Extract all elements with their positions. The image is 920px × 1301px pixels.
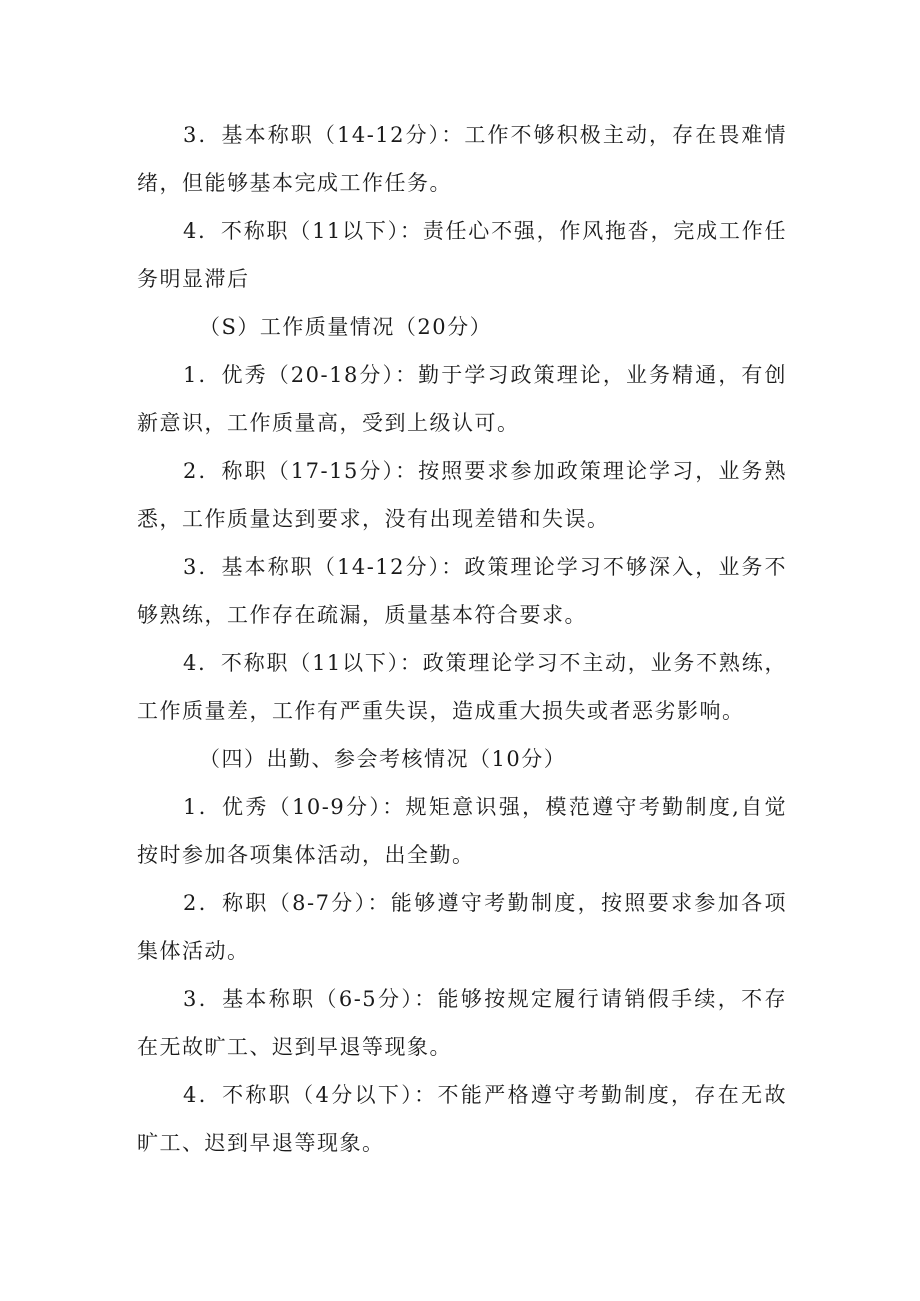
paragraph-competent-work-quality: 2．称职（17-15分）：按照要求参加政策理论学习，业务熟悉，工作质量达到要求，没有出现差错和失误。 [137,459,787,531]
paragraph-excellent-work-quality: 1．优秀（20-18分）：勤于学习政策理论，业务精通，有创新意识，工作质量高，受到上级认可。 [137,363,787,435]
paragraph-incompetent-work-attitude: 4．不称职（11以下）：责任心不强，作风拖沓，完成工作任务明显滞后 [137,219,787,291]
paragraph-excellent-attendance: 1．优秀（10-9分）：规矩意识强，模范遵守考勤制度,自觉按时参加各项集体活动，出全勤。 [137,795,787,867]
paragraph-incompetent-attendance: 4．不称职（4分以下）：不能严格遵守考勤制度，存在无故旷工、迟到早退等现象。 [137,1083,787,1155]
paragraph-basic-competent-work-quality: 3．基本称职（14-12分）：政策理论学习不够深入，业务不够熟练，工作存在疏漏，质量基本符合要求。 [137,555,787,627]
section-heading-work-quality: （S）工作质量情况（20分） [199,315,493,339]
paragraph-competent-attendance: 2．称职（8-7分）：能够遵守考勤制度，按照要求参加各项集体活动。 [137,891,787,963]
section-heading-attendance: （四）出勤、参会考核情况（10分） [199,747,567,771]
paragraph-basic-competent-attendance: 3．基本称职（6-5分）：能够按规定履行请销假手续，不存在无故旷工、迟到早退等现象。 [137,987,787,1059]
paragraph-incompetent-work-quality: 4．不称职（11以下）：政策理论学习不主动，业务不熟练，工作质量差，工作有严重失误，造成重大损失或者恶劣影响。 [137,651,787,723]
document-body [137,111,787,1167]
paragraph-basic-competent-work-attitude: 3．基本称职（14-12分）：工作不够积极主动，存在畏难情绪，但能够基本完成工作任务。 [137,123,787,195]
